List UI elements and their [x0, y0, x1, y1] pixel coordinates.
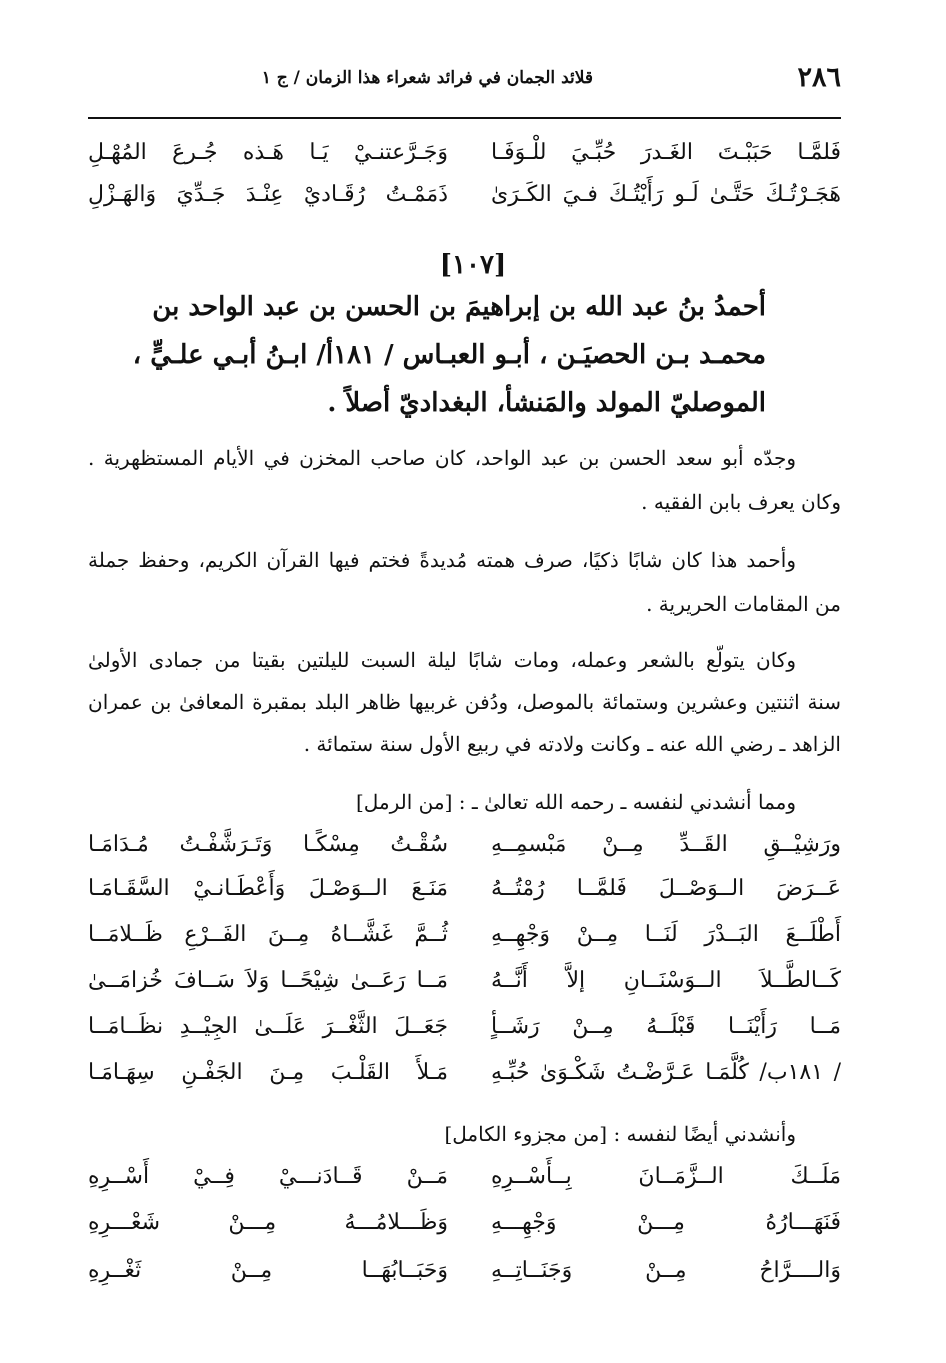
- verse-second-hemistich: مَـلأَ القَلْـبَ مِـنَ الجَفْـنِ سِهَـامَـا: [88, 1060, 448, 1085]
- entry-number: [١٠٧]: [439, 250, 507, 280]
- verse-first-hemistich: عَــرَضَ الــوَصْــلَ فَلمَّــا رُمْتُــهُ: [491, 876, 841, 901]
- verse-first-hemistich: فَنَهَـــارُهُ مِـــنْ وَجْهِـــهِ: [491, 1210, 841, 1235]
- verse-second-hemistich: ذَمَمْـتُ رُقَـاديْ عِنْـدَ جَـدِّيَ وَالهَـزْلِ: [88, 182, 448, 207]
- verse-row: [88, 140, 841, 180]
- verse-row: [88, 968, 841, 1008]
- verse-row: [88, 1060, 841, 1100]
- verse-first-hemistich: وَالــــرَّاحُ مِــنْ وَجَنَــاتِــهِ: [491, 1258, 841, 1283]
- poem-intro: ومما أنشدني لنفسه ـ رحمه الله تعالىٰ ـ : [من الرمل]: [355, 790, 796, 814]
- verse-first-hemistich: ورَشِيْــقِ القَــدِّ مِــنْ مَبْسمِــهِ: [491, 832, 841, 857]
- verse-second-hemistich: مَنَـعَ الــوَصْـلَ وَأَعْطَـانـيْ السَّقَـامَـا: [88, 876, 448, 901]
- verse-row: [88, 182, 841, 222]
- paragraph-line: الزاهد ـ رضي الله عنه ـ وكانت ولادته في ربيع الأول سنة ستمائة .: [303, 732, 841, 756]
- verse-row: [88, 1014, 841, 1054]
- paragraph-line: وجدّه أبو سعد الحسن بن عبد الواحد، كان صاحب المخزن في الأيام المستظهرية .: [88, 446, 796, 470]
- verse-second-hemistich: مَــا رَعَــىٰ شِيْحًــا وَلاَ سَــافَ خُزامَــىٰ: [88, 968, 448, 993]
- paragraph-line: من المقامات الحريرية .: [646, 592, 841, 616]
- verse-second-hemistich: ثُــمَّ غَشَّــاهُ مِــنَ الفَــرْعِ ظَــلامَــا: [88, 922, 448, 947]
- verse-second-hemistich: سُقْـتُ مِسْكًـا وَتَـرَشَّفْـتُ مُـدَامَـا: [88, 832, 448, 857]
- verse-second-hemistich: جَعَــلَ الثَّغْــرَ عَلَــىٰ الجِيْــدِ نظَــامَــا: [88, 1014, 448, 1039]
- verse-first-hemistich: مَــا رَأَيْنَــا قَبْلَــهُ مِــنْ رَشَــأٍ: [491, 1014, 841, 1039]
- verse-row: [88, 1210, 841, 1250]
- verse-first-hemistich: مَلَــكَ الــزَّمَــانَ بِــأَسْــرِهِ: [491, 1164, 841, 1189]
- verse-row: [88, 832, 841, 872]
- verse-second-hemistich: وَحَبَــابُهَــا مِــنْ ثَغْــرِهِ: [88, 1258, 448, 1283]
- page-header: [88, 60, 841, 104]
- verse-second-hemistich: وَظَـــلامُـــهُ مِـــنْ شَعْـــرِهِ: [88, 1210, 448, 1235]
- running-title: قلائد الجمان في فرائد شعراء هذا الزمان / ج ١: [261, 68, 593, 88]
- paragraph-line: وكان يتولّع بالشعر وعمله، ومات شابًا ليلة السبت لليلتين بقيتا من جمادى الأولىٰ: [88, 648, 796, 672]
- verse-first-hemistich: / ١٨١ب/ كُلَّمَـا عَـرَّضْـتُ شَكْـوَىٰ حُبِّـهِ: [491, 1060, 841, 1085]
- poem-intro: وأنشدني أيضًا لنفسه : [من مجزوء الكامل]: [444, 1122, 796, 1146]
- paragraph-line: وأحمد هذا كان شابًا ذكيًا، صرف همته مُديدةً فختم فيها القرآن الكريم، وحفظ جملة: [88, 548, 796, 572]
- page-number: ٢٨٦: [797, 62, 841, 93]
- verse-row: [88, 876, 841, 916]
- verse-row: [88, 1258, 841, 1298]
- paragraph-line: سنة اثنتين وعشرين وستمائة بالموصل، ودُفن غربيها ظاهر البلد بمقبرة المعافىٰ بن عمران: [88, 690, 841, 714]
- verse-first-hemistich: هَجَـرْتُـكَ حَتَّـىٰ لَـو رَأَيْتُـكَ فـيَ الكَـرَىٰ: [491, 182, 841, 207]
- verse-first-hemistich: كَــالطَّــلاَ الــوَسْنَــانِ إلاَّ أَنَّــهُ: [491, 968, 841, 993]
- verse-second-hemistich: وَجَـرَّعتنـيْ يَـا هَـذه جُـرعَ المُهْـلِ: [88, 140, 448, 165]
- paragraph-line: وكان يعرف بابن الفقيه .: [641, 490, 841, 514]
- bio-heading-line: أحمدُ بنُ عبد الله بن إبراهيمَ بن الحسن بن عبد الواحد بن: [152, 292, 766, 322]
- bio-heading-line: الموصليّ المولد والمَنشأ، البغداديّ أصلاً .: [327, 388, 766, 418]
- verse-row: [88, 1164, 841, 1204]
- verse-second-hemistich: مَــنْ قَــادَنـــيْ فِــيْ أَسْــرِهِ: [88, 1164, 448, 1189]
- verse-first-hemistich: فَلمَّـا حَبَبْـتَ الغَـدرَ حُبِّـيَ للْـوَفَـا: [491, 140, 841, 165]
- header-rule: [88, 117, 841, 119]
- verse-first-hemistich: أَطْلَــعَ البَــدْرَ لَنَــا مِــنْ وَجْهِــهِ: [491, 922, 841, 947]
- bio-heading-line: محمـد بـن الحصيَـن ، أبـو العبـاس / ١٨١أ/ ابـنُ أبـي علـيٍّ ،: [132, 340, 766, 370]
- verse-row: [88, 922, 841, 962]
